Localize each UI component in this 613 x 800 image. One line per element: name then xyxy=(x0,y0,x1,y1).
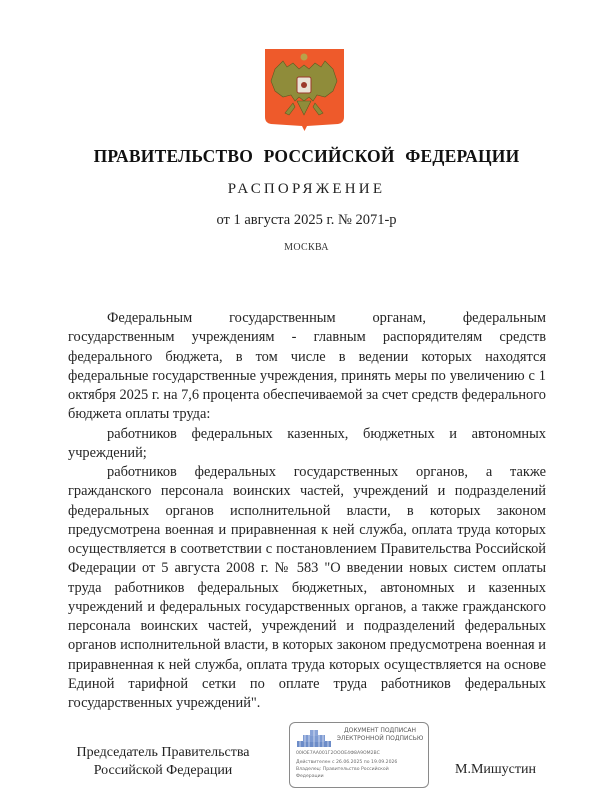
e-signature-certificate: 00ЮЕ7АА001Г2ОООЕ4Ф8А9ОМ2ВС xyxy=(296,751,380,756)
e-signature-stamp xyxy=(289,722,429,788)
e-signature-validity: Действителен с 26.06.2025 по 19.09.2026 xyxy=(296,760,398,765)
e-signature-heading-line2: ЭЛЕКТРОННОЙ ПОДПИСЬЮ xyxy=(336,735,424,742)
e-signature-owner-line1: Владелец: Правительство Российской xyxy=(296,767,389,772)
body-paragraph: работников федеральных казенных, бюджетных и автономных учреждений; xyxy=(68,425,546,461)
page-title: ПРАВИТЕЛЬСТВО РОССИЙСКОЙ ФЕДЕРАЦИИ xyxy=(93,146,520,166)
government-building-icon xyxy=(297,729,331,747)
body-paragraph: работников федеральных государственных органов, а также гражданского персонала воинских частей, учреждений и подразделений федеральных органов исполнительной власти, в которых законом предусмотрена военная и приравненная к ней служба, оплата труда которых осуществляется в соответствии с постановлением Правительства Российской Федерации от 5 августа 2008 г. № 583 "О введении новых систем оплаты труда работников федеральных бюджетных, автономных и казенных учреждений и федеральных государственных органов, а также гражданского персонала воинских частей, учреждений и подразделений федеральных органов исполнительной власти, в которых законом предусмотрена военная и приравненная к ней служба, оплата труда которых осуществляется на основе Единой тарифной сетки по оплате труда работников федеральных государственных учреждений". xyxy=(68,464,546,711)
signatory-position-line1: Председатель Правительства xyxy=(76,745,250,760)
signatory-name: М.Мишустин xyxy=(455,762,536,777)
e-signature-heading xyxy=(334,727,426,743)
coat-of-arms-emblem xyxy=(263,47,346,131)
document-type: РАСПОРЯЖЕНИЕ xyxy=(227,181,386,197)
coat-of-arms-icon xyxy=(263,47,346,131)
body-paragraph: Федеральным государственным органам, федеральным государственным учреждениям - главным распорядителям средств федерального бюджета, в том числе в ведении которых находятся федеральные государственные учреждения, принять меры по увеличению с 1 октября 2025 г. на 7,6 процента обеспечиваемой за счет средств федерального бюджета оплаты труда: xyxy=(68,310,546,423)
signatory-position-line2: Российской Федерации xyxy=(93,763,233,778)
document-city: МОСКВА xyxy=(284,242,329,253)
e-signature-heading-line1: ДОКУМЕНТ ПОДПИСАН xyxy=(343,727,417,734)
signatory-position xyxy=(68,744,258,780)
document-body xyxy=(68,309,546,713)
e-signature-owner-line2: Федерации xyxy=(296,774,324,779)
document-date-number: от 1 августа 2025 г. № 2071-р xyxy=(216,212,397,228)
